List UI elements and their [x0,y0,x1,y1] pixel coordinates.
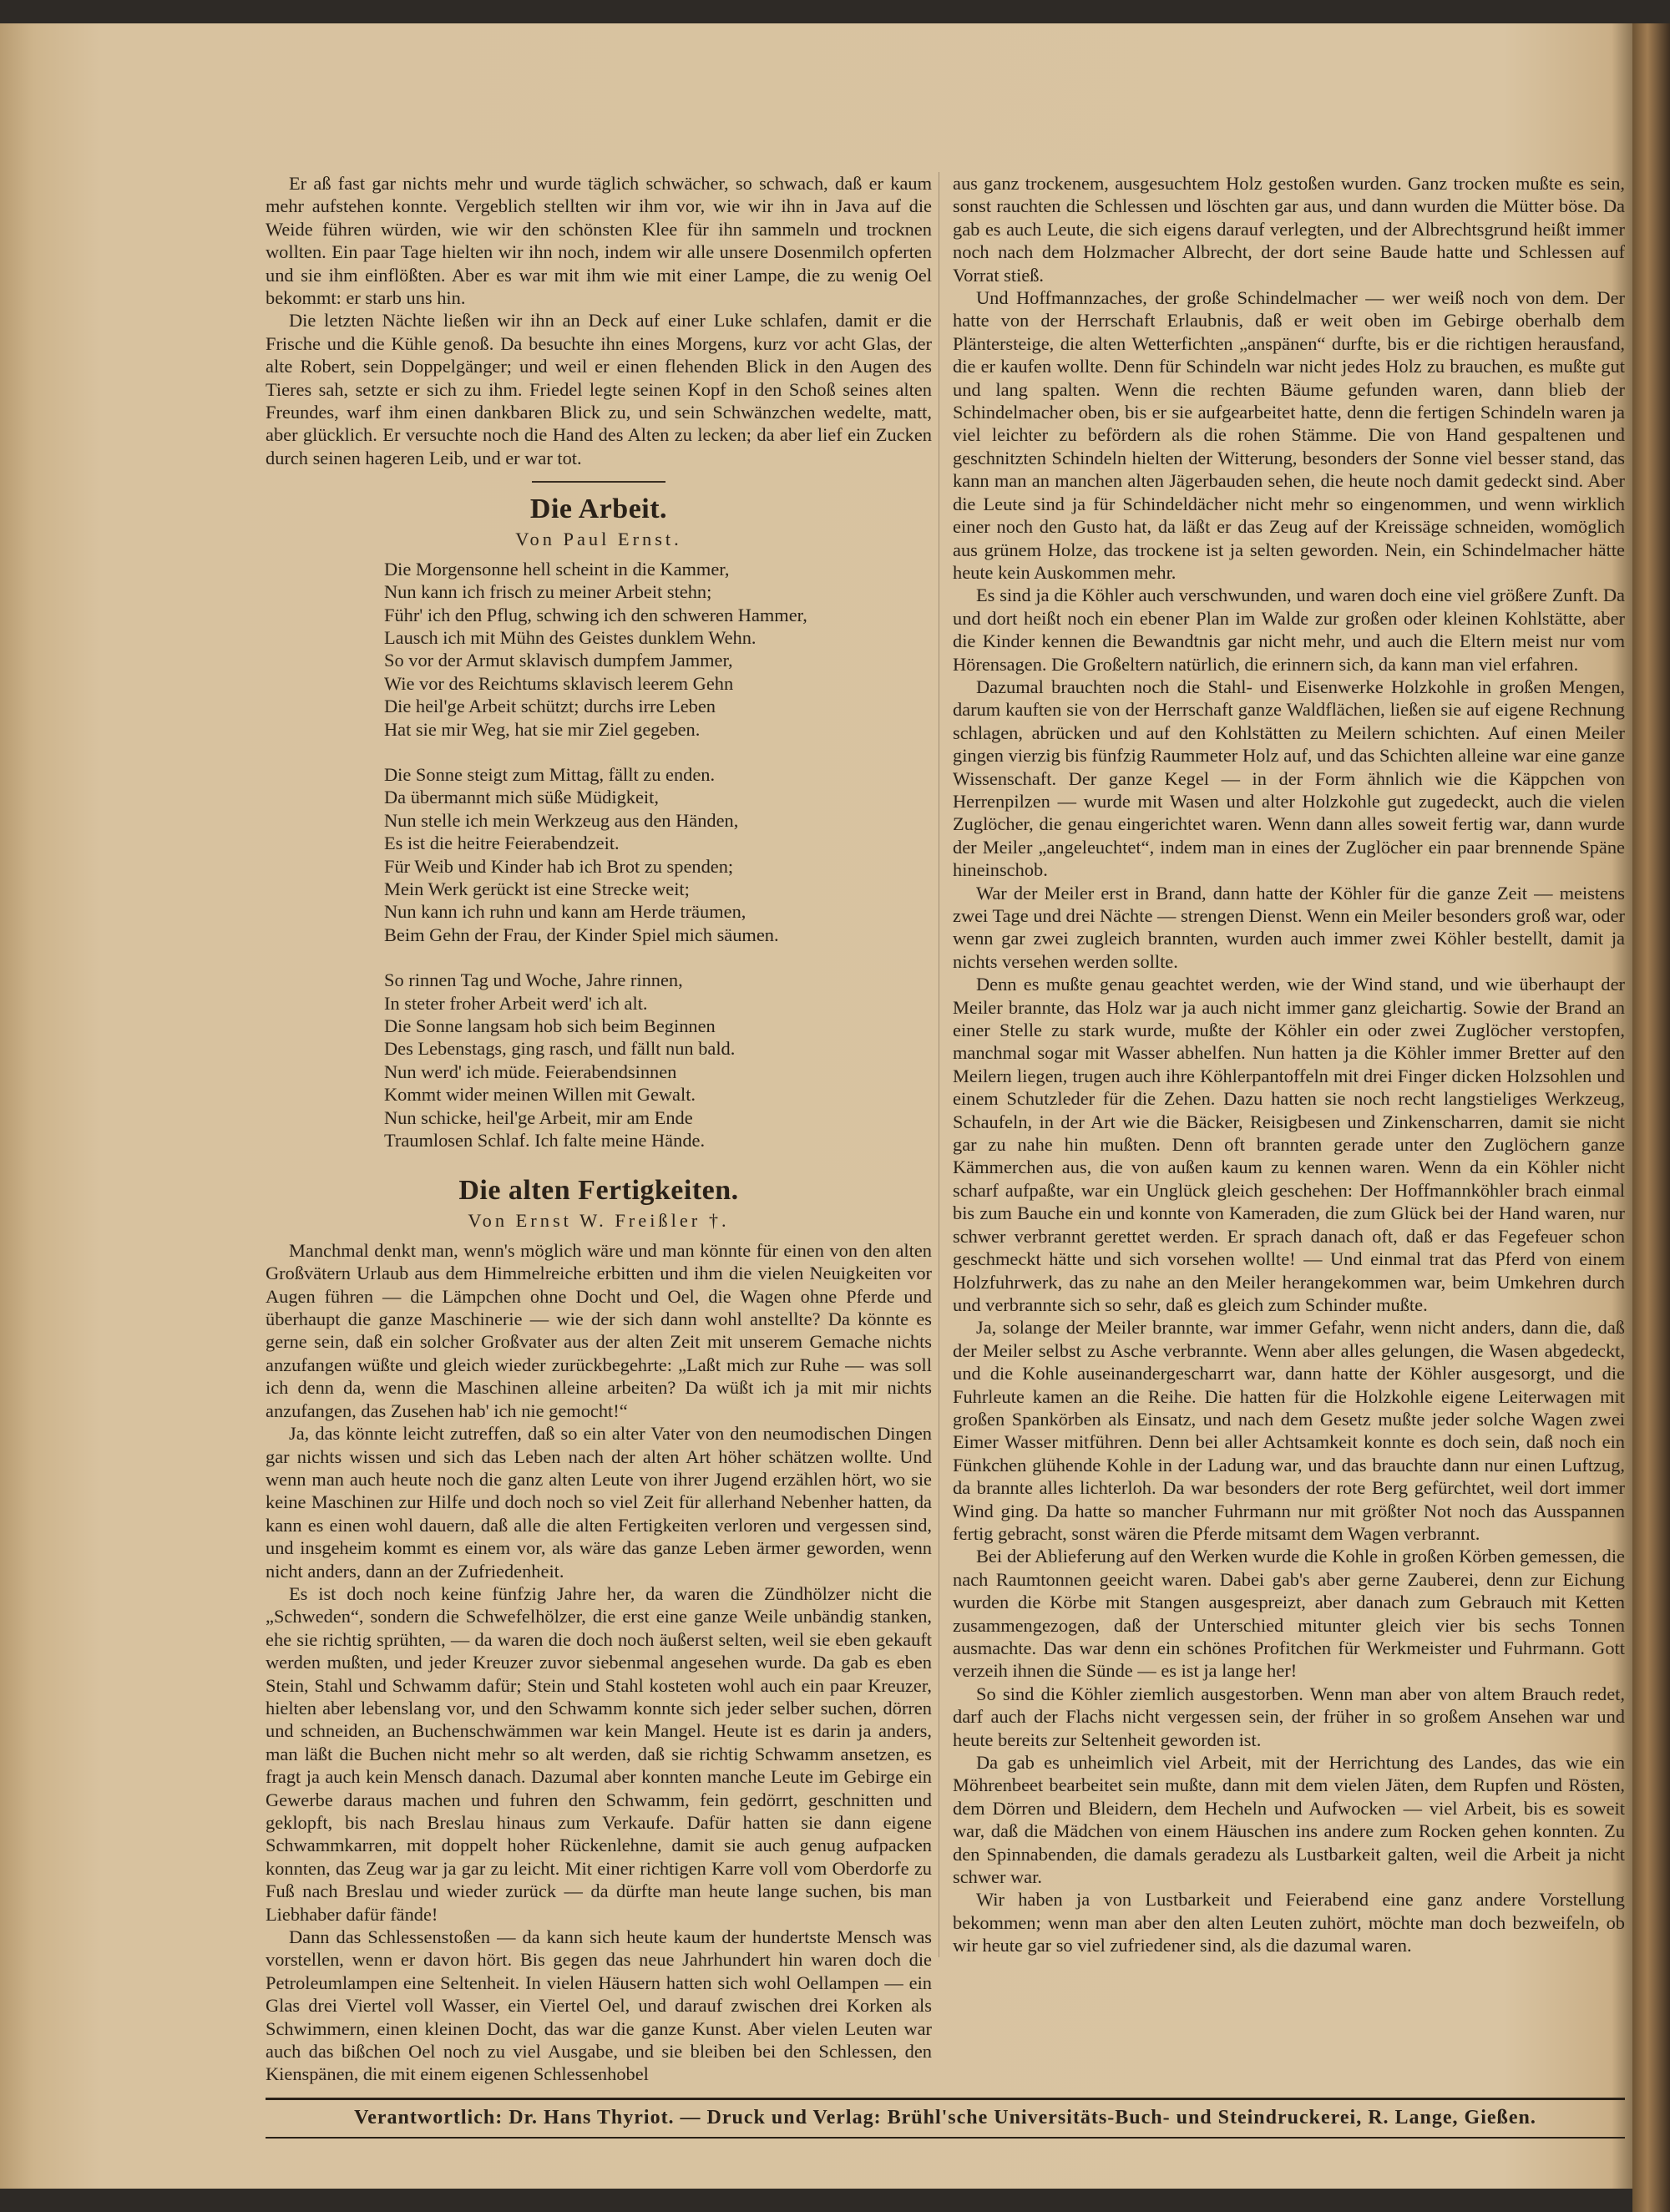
paragraph: Manchmal denkt man, wenn's möglich wäre und man könnte für einen von den alten Großvätern Urlaub aus dem Himmelreiche erbitten und ihm die vielen Neuigkeiten vor Augen führen — die Lämpchen ohne Docht und Oel, die Wagen ohne Pferde und überhaupt die ganze Maschinerie — wie der sich dann wohl anstellte? Da könnte es gerne sein, daß ein solcher Großvater aus der alten Zeit mit unserem Gemache nichts anzufangen wüßte und gleich wieder zurückbegehrte: „Laßt mich zur Ruhe — was soll ich denn da, wenn die Maschinen alleine arbeiten? Da wüßt ich ja mit mir nichts anzufangen, das Zusehen hab' ich nie gemocht!“ [266,1239,932,1421]
poem-line: So vor der Armut sklavisch dumpfem Jammer, [384,650,733,671]
paragraph: War der Meiler erst in Brand, dann hatte der Köhler für die ganze Zeit — meistens zwei Tage und drei Nächte — strengen Dienst. Wenn ein Meiler besonders groß war, oder wenn gar zwei zugleich brannten, wurden auch immer zwei Köhler bestellt, damit ja nichts versehen werden sollte. [953,882,1625,972]
poem-author: Von Paul Ernst. [515,529,682,550]
poem-line: Die heil'ge Arbeit schützt; durchs irre Leben [384,696,716,717]
book-binding-edge [1632,23,1670,2212]
poem-line: Da übermannt mich süße Müdigkeit, [384,787,659,808]
paragraph: Er aß fast gar nichts mehr und wurde täglich schwächer, so schwach, daß er kaum mehr aufstehen konnte. Vergeblich stellten wir ihm vor, wie wir ihn in Java auf die Weide führen würden, wie wir den schönsten Klee für ihn sammeln und trocknen wollten. Ein paar Tage hielten wir ihn noch, indem wir alle unsere Dosenmilch opferten und sie ihm einflößten. Aber es war mit ihm wie mit einer Lampe, die zu wenig Oel bekommt: er starb uns hin. [266,173,932,309]
poem-title: Die Arbeit. [529,494,668,525]
paragraph: Ja, solange der Meiler brannte, war immer Gefahr, wenn nicht anders, dann die, daß der Meiler selbst zu Asche verbrannte. Wenn aber alles gelungen, die Wasen abgedeckt, und die Kohle auseinandergescharrt war, dann hatte der Köhler ausgesorgt, und die Fuhrleute kamen an die Reihe. Die hatten für die Holzkohle eigene Leiterwagen mit großen Spankörben als Einsatz, und nach dem Gesetz mußte jeder solche Wagen zwei Eimer Wasser mitführen. Denn bei aller Achtsamkeit konnte es doch sein, daß noch ein Fünkchen glühende Kohle in der Ladung war, und das brauchte dann nur einen Luftzug, da brannte alles lichterloh. Da war besonders der rote Berg gefürchtet, weil dort immer Wind ging. Da hatte so mancher Fuhrmann nur mit größter Not noch das Ausspannen fertig gebracht, sonst wären die Pferde mitsamt dem Wagen verbrannt. [953,1317,1625,1544]
right-column [939,172,1625,1957]
article-title: Die alten Fertigkeiten. [458,1175,739,1207]
newspaper-page [0,23,1632,2189]
imprint-footer: Verantwortlich: Dr. Hans Thyriot. — Druck und Verlag: Brühl'sche Universitäts-Buch- und Steindruckerei, R. Lange, Gießen. [266,2098,1625,2139]
paragraph: Ja, das könnte leicht zutreffen, daß so ein alter Vater von den neumodischen Dingen gar nichts wissen und sich das Leben nach der alten Art höher schätzen wollte. Und wenn man auch heute noch die ganz alten Leute von ihrer Jugend erzählen hört, wo sie keine Maschinen zur Hilfe und doch noch so viel Zeit für allerhand Nebenher hatten, da kann es einen wohl dauern, daß alle die alten Fertigkeiten verloren und vergessen sind, und insgeheim kommt es einem vor, als wäre das ganze Leben ärmer geworden, wenn nicht anders, dann an der Zufriedenheit. [266,1423,932,1582]
story-ending [266,172,932,469]
poem-stanza [384,763,932,946]
poem-line: So rinnen Tag und Woche, Jahre rinnen, [384,969,683,991]
poem-line: Nun werd' ich müde. Feierabendsinnen [384,1060,677,1082]
paragraph: Dann das Schlessenstoßen — da kann sich heute kaum der hundertste Mensch was vorstellen, wenn er davon hört. Bis gegen das neue Jahrhundert hin waren doch die Petroleumlampen eine Seltenheit. In vielen Häusern hatten sich wohl Oellampen — ein Glas drei Viertel voll Wasser, ein Viertel Oel, und darauf zwischen drei Korken als Schwimmern, einen kleinen Docht, das war die ganze Kunst. Aber vielen Leuten war auch das bißchen Oel noch zu viel Ausgabe, und sie bleiben bei den Schlessen, den Kienspänen, die mit einem eigenen Schlessenhobel [266,1926,932,2085]
poem-line: Mein Werk gerückt ist eine Strecke weit; [384,878,690,899]
poem-line: Beim Gehn der Frau, der Kinder Spiel mich säumen. [384,924,779,945]
poem-line: Kommt wider meinen Willen mit Gewalt. [384,1084,696,1106]
paragraph: aus ganz trockenem, ausgesuchtem Holz gestoßen wurden. Ganz trocken mußte es sein, sonst rauchten die Schlessen und löschten gar aus, und dann wurden die Mütter böse. Da gab es auch Leute, die sich eigens darauf verlegten, und der Albrechtsgrund heißt immer noch nach dem Holzmacher Albrecht, der dort seine Baude hatte und Schlessen auf Vorrat stieß. [953,173,1625,286]
poem-line: Nun kann ich ruhn und kann am Herde träumen, [384,901,746,923]
poem [384,558,932,1152]
article-body [266,1239,932,2086]
poem-line: Traumlosen Schlaf. Ich falte meine Hände. [384,1130,706,1152]
poem-line: Nun schicke, heil'ge Arbeit, mir am Ende [384,1106,693,1128]
poem-line: Die Morgensonne hell scheint in die Kammer, [384,558,730,580]
poem-line: Hat sie mir Weg, hat sie mir Ziel gegeben. [384,718,701,740]
paragraph: Da gab es unheimlich viel Arbeit, mit der Herrichtung des Landes, das wie ein Möhrenbeet bearbeitet sein mußte, dann mit dem vielen Jäten, dem Rupfen und Rösten, dem Dörren und Bleidern, dem Hecheln und Aufwocken — viel Arbeit, bis es soweit war, daß die Mädchen von einem Häuschen ins andere zum Rocken gehen konnten. Zu den Spinnabenden, die damals geradezu als Lustbarkeit galten, weil die Arbeit ja nicht schwer war. [953,1752,1625,1888]
left-column [266,172,939,2086]
paragraph: So sind die Köhler ziemlich ausgestorben. Wenn man aber von altem Brauch redet, darf auch der Flachs nicht vergessen sein, der früher in so großem Ansehen war und heute bereits zur Seltenheit geworden ist. [953,1683,1625,1750]
paragraph: Denn es mußte genau geachtet werden, wie der Wind stand, und wie überhaupt der Meiler brannte, das Holz war ja auch nicht immer ganz gleichartig. Sowie der Brand an einer Stelle zu stark wurde, mußte der Köhler ein oder zwei Zuglöcher verstopfen, manchmal sogar mit Wasser abhelfen. Nun hatten ja die Köhler immer Bretter auf den Meilern liegen, trugen auch ihre Köhlerpantoffeln mit drei Finger dicken Holzsohlen und einem Schutzleder für die Zehen. Dazu hatten sie noch recht langstieliges Werkzeug, Schaufeln, in der Art wie die Bäcker, Reisigbesen und Zinkenscharren, damit sie nicht gar zu nahe hin mußten. Denn oft brannten gerade unter den Zuglöchern ganze Kämmerchen aus, die von außen kaum zu kennen waren. Wenn da ein Köhler nicht scharf aufpaßte, war ein Unglück gleich geschehen: Der Hoffmannköhler brach einmal bis zum Bauche ein und konnte von Kameraden, die zum Glück bei der Hand waren, nur schwer verbrannt gerettet werden. Er sprach danach oft, daß er das Fegefeuer schon geschmeckt hätte und sich vorsehen wollte! — Und einmal trat das Pferd von einem Holzfuhrwerk, das zu nahe an den Meiler herangekommen war, beim Umkehren durch und verbrannte sich so sehr, daß es gleich zum Schinder mußte. [953,974,1625,1315]
poem-line: Lausch ich mit Mühn des Geistes dunklem Wehn. [384,626,757,648]
poem-line: Wie vor des Reichtums sklavisch leerem Gehn [384,672,734,694]
poem-line: Die Sonne steigt zum Mittag, fällt zu enden. [384,763,716,785]
poem-line: Nun kann ich frisch zu meiner Arbeit stehn; [384,581,712,603]
paragraph: Bei der Ablieferung auf den Werken wurde die Kohle in großen Körben gemessen, die nach Raumtonnen geeicht waren. Dabei gab's aber gerne Zauberei, denn zur Eichung wurden die Körbe mit Stangen ausgespreizt, aber danach zum Gebrauch mit Ketten zusammengezogen, daß der Unterschied mitunter gleich vier bis sechs Tonnen ausmachte. Das war denn ein schönes Profitchen für Werkmeister und Fuhrmann. Gott verzeih ihnen die Sünde — es ist ja lange her! [953,1546,1625,1682]
paragraph: Wir haben ja von Lustbarkeit und Feierabend eine ganz andere Vorstellung bekommen; wenn man aber den alten Leuten zuhört, möchte man doch bezweifeln, ob wir heute gar so viel zufriedener sind, als die dazumal waren. [953,1889,1625,1956]
paragraph: Es ist doch noch keine fünfzig Jahre her, da waren die Zündhölzer nicht die „Schweden“, sondern die Schwefelhölzer, die erst eine ganze Weile unbändig stanken, ehe sie richtig sprühten, — da waren die doch noch äußerst selten, weil sie eben gekauft werden mußten, und jeder Kreuzer zuvor siebenmal angesehen wurde. Da gab es eben Stein, Stahl und Schwamm dafür; Stein und Stahl kosteten wohl auch ein paar Kreuzer, hielten aber lebenslang vor, und den Schwamm konnte sich jeder selber suchen, dörren und schneiden, an Buchenschwämmen war kein Mangel. Heute ist es darin ja anders, man läßt die Buchen nicht mehr so alt werden, daß sie richtig Schwamm ansetzen, es fragt ja auch kein Mensch danach. Dazumal aber konnten manche Leute im Gebirge ein Gewerbe daraus machen und fuhren den Schwamm, fein gedörrt, geschnitten und geklopft, bis nach Breslau hinaus zum Verkaufe. Dafür hatten sie dann eigene Schwammkarren, mit doppelt hoher Rückenlehne, damit sie auch genug aufpacken konnten, das Zeug war ja gar zu leicht. Mit einer richtigen Karre voll vom Oberdorfe zu Fuß nach Breslau und wieder zurück — da dürfte man heute lange suchen, bis man Liebhaber dafür fände! [266,1582,932,1925]
poem-line: Für Weib und Kinder hab ich Brot zu spenden; [384,855,734,877]
poem-stanza [384,558,932,741]
paragraph: Und Hoffmannzaches, der große Schindelmacher — wer weiß noch von dem. Der hatte von der Herrschaft Erlaubnis, daß er weit oben im Gebirge oberhalb dem Pläntersteige, die alten Wetterfichten „anspänen“ durfte, bis er die richtigen herausfand, die er kaufen wollte. Denn für Schindeln war nicht jedes Holz zu brauchen, es mußte gut und lang spalten. Wenn die rechten Bäume gefunden waren, dann blieb der Schindelmacher oben, bis er sie aufgearbeitet hatte, denn die fertigen Schindeln waren ja viel leichter zu befördern als die rohen Stämme. Die von Hand gespaltenen und geschnitzten Schindeln hielten der Witterung, besonders der Sonne viel besser stand, das kann man an manchen alten Jägerbauden sehen, die heute noch damit gedeckt sind. Aber die Leute sind ja für Schindeldächer nicht mehr so eingenommen, und wenn wirklich einer noch den Gusto hat, da läßt er das Zeug auf der Kreissäge schneiden, womöglich aus grünem Holze, das trockene ist ja selten geworden. Nein, ein Schindelmacher hätte heute kein Auskommen mehr. [953,287,1625,583]
poem-line: In steter froher Arbeit werd' ich alt. [384,992,648,1014]
poem-line: Führ' ich den Pflug, schwing ich den schweren Hammer, [384,604,807,625]
paragraph: Die letzten Nächte ließen wir ihn an Deck auf einer Luke schlafen, damit er die Frische und die Kühle genoß. Da besuchte ihn eines Morgens, kurz vor acht Glas, der alte Robert, sein Doppelgänger; und weil er einen flehenden Blick in den Augen des Tieres sah, setzte er sich zu ihm. Friedel legte seinen Kopf in den Schoß seines alten Freundes, warf ihm einen dankbaren Blick zu, und sein Schwänzchen wedelte, matt, aber glücklich. Er versuchte noch die Hand des Alten zu lecken; da aber lief ein Zucken durch seinen hageren Leib, und er war tot. [266,310,932,468]
article-author: Von Ernst W. Freißler †. [468,1210,730,1232]
paragraph: Es sind ja die Köhler auch verschwunden, und waren doch eine viel größere Zunft. Da und dort heißt noch ein ebener Plan im Walde zur großen oder kleinen Kohlstätte, aber die Kinder kennen die Bewandtnis gar nicht mehr, und auch die Eltern meist nur vom Hörensagen. Die Großeltern natürlich, die erinnern sich, da kann man viel erfahren. [953,585,1625,675]
poem-line: Es ist die heitre Feierabendzeit. [384,833,620,854]
columns [266,172,1625,2086]
poem-line: Nun stelle ich mein Werkzeug aus den Händen, [384,809,739,831]
paragraph: Dazumal brauchten noch die Stahl- und Eisenwerke Holzkohle in großen Mengen, darum kauften sie von der Herrschaft ganze Waldflächen, ließen sie auf eigene Rechnung schlagen, abrücken und auf den Kohlstätten zu Meilern schichten. Auf einen Meiler gingen vierzig bis fünfzig Raummeter Holz auf, und das Schichten alleine war eine ganze Wissenschaft. Der ganze Kegel — in der Form ähnlich wie die Käppchen von Herrenpilzen — wurde mit Wasen und alter Holzkohle gut zugedeckt, auch die vielen Zuglöcher, die genau eingerichtet waren. Wenn dann alles soweit fertig war, dann wurde der Meiler „angeleuchtet“, indem man in eines der Zuglöcher ein paar brennende Späne hineinschob. [953,676,1625,881]
poem-line: Die Sonne langsam hob sich beim Beginnen [384,1015,716,1036]
poem-stanza [384,969,932,1152]
section-divider [532,481,665,483]
poem-line: Des Lebenstags, ging rasch, und fällt nun bald. [384,1038,736,1060]
